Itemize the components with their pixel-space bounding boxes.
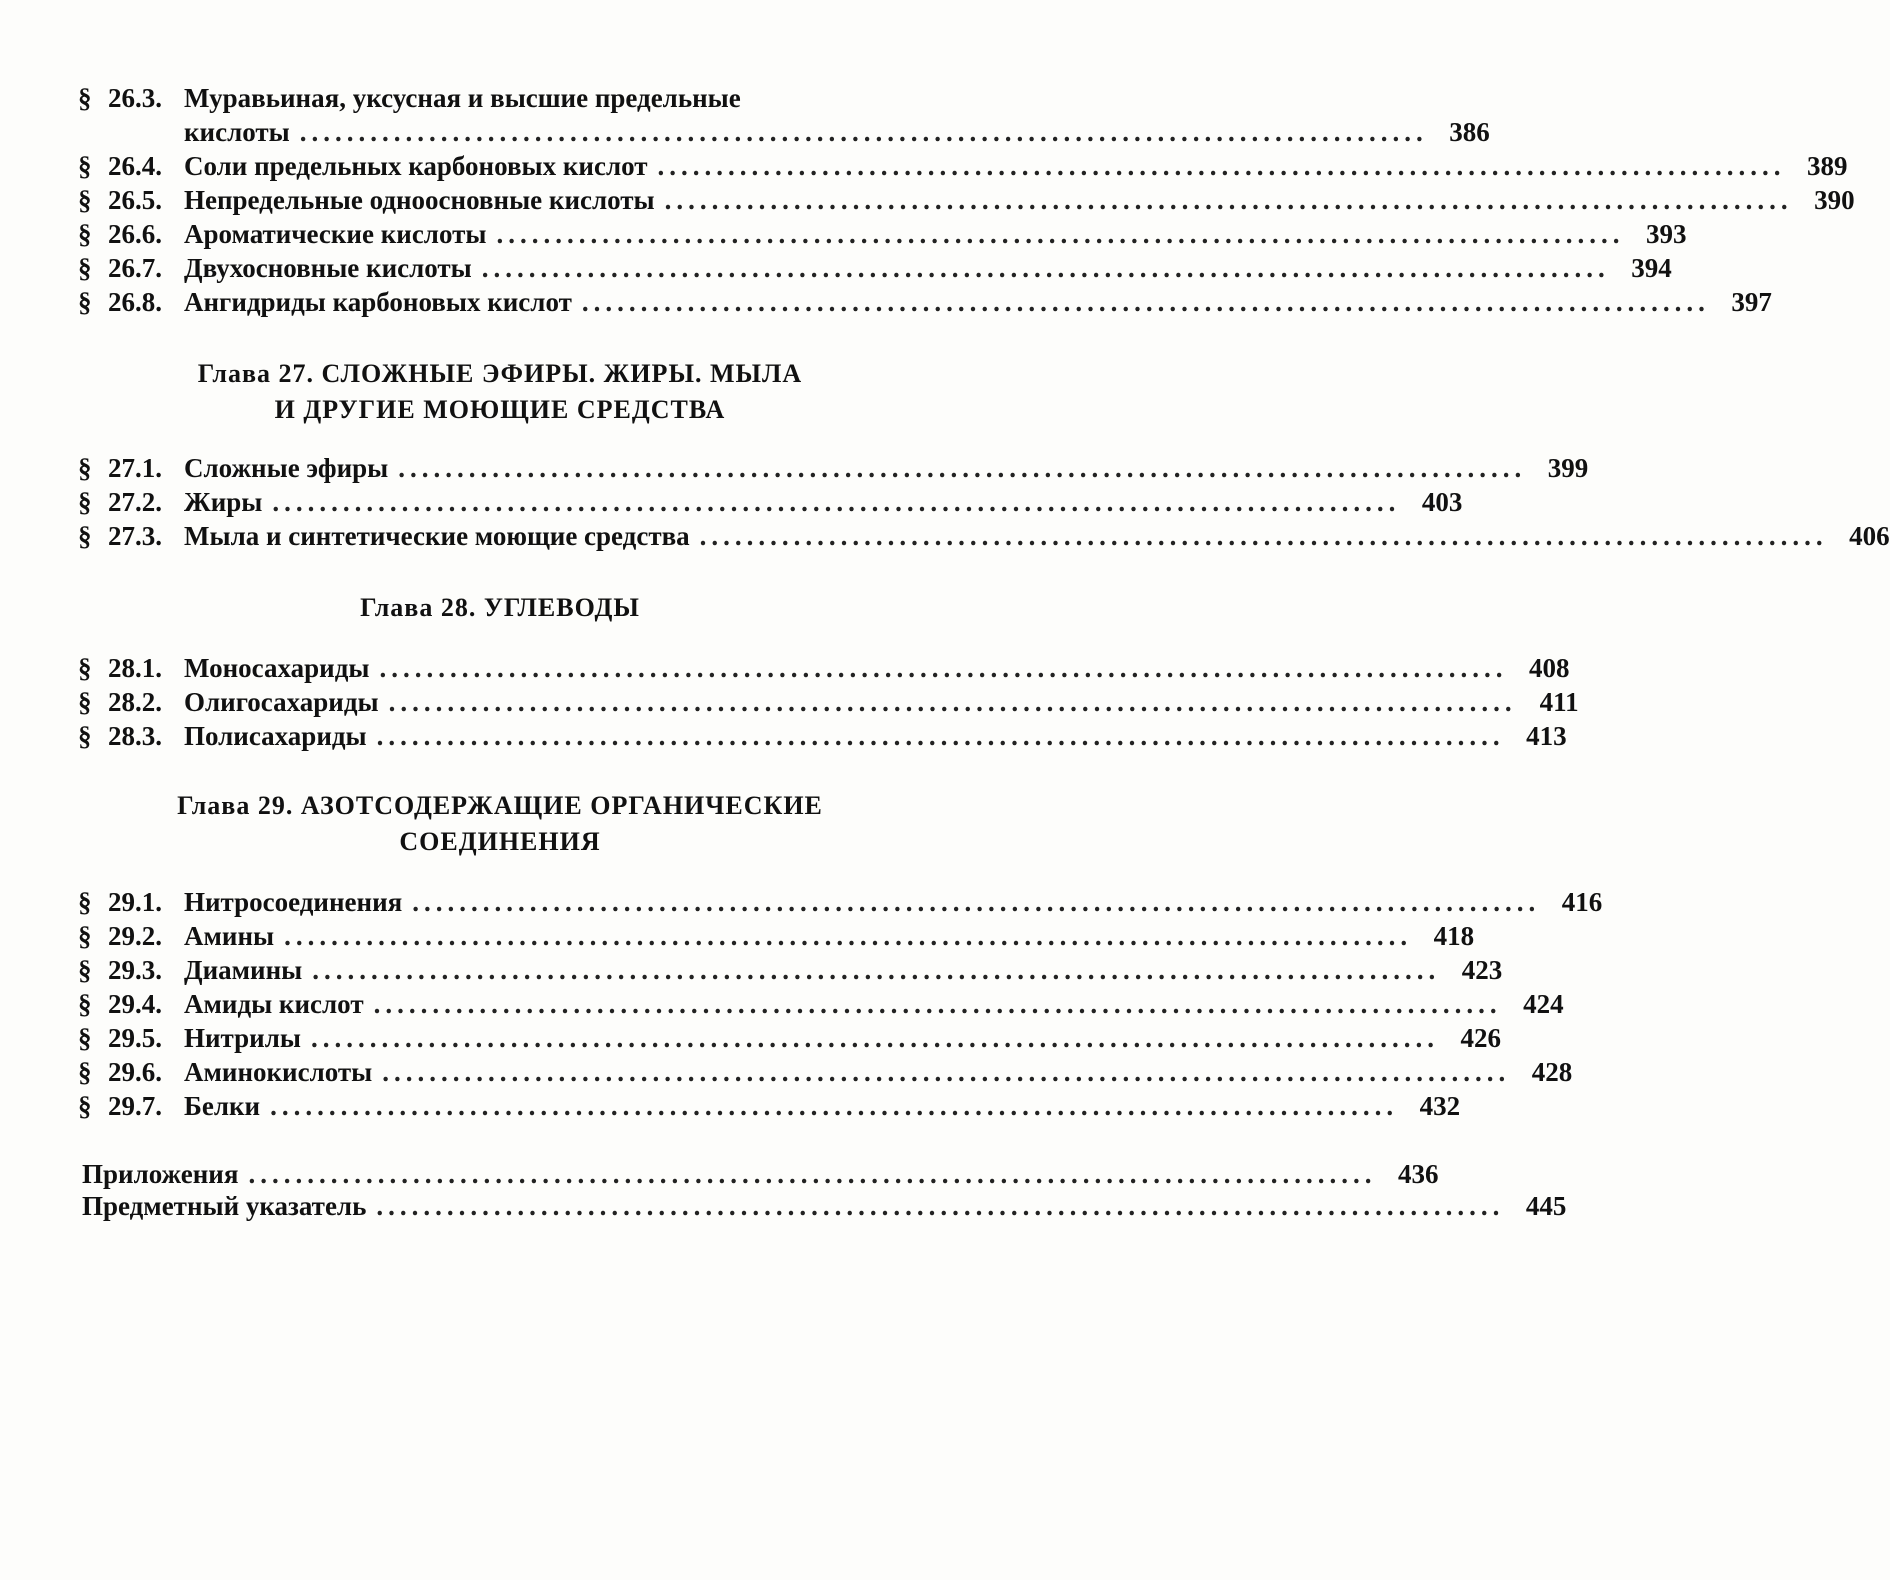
section-mark: § [78,453,92,483]
section-mark: § [78,653,92,683]
page-number: 424 [1523,989,1564,1019]
toc-entry [78,184,1855,216]
back-matter-title: Предметный указатель [82,1191,367,1221]
chapter-heading [0,590,1000,626]
section-mark: § [78,921,92,951]
section-mark: § [78,887,92,917]
leader-dots: ................................................................................................ [581,287,1710,317]
page-number: 403 [1421,487,1463,517]
section-mark: § [78,1091,92,1121]
page-number: 406 [1849,521,1890,551]
section-title: Жиры [184,487,263,517]
section-number: 29.1. [108,887,162,917]
toc-entry [78,652,1570,684]
page-number: 426 [1460,1023,1501,1053]
page-number: 413 [1526,721,1567,751]
section-title: Олигосахариды [184,687,379,717]
section-title: Белки [184,1091,261,1121]
section-mark: § [78,219,92,249]
section-title-line1: Муравьиная, уксусная и высшие предельные [184,83,741,113]
leader-dots: ................................................................................................ [310,1023,1439,1053]
leader-dots: ................................................................................................ [481,253,1610,283]
toc-entry [78,1090,1461,1122]
section-mark: § [78,253,92,283]
toc-entry [78,886,1603,918]
section-mark: § [78,687,92,717]
leader-dots: ................................................................................................ [382,1057,1511,1087]
chapter-heading-line1: Глава 27. СЛОЖНЫЕ ЭФИРЫ. ЖИРЫ. МЫЛА [197,359,803,388]
leader-dots: ................................................................................................ [699,521,1828,551]
section-title: Моносахариды [184,653,370,683]
page-number: 411 [1539,687,1579,717]
page-number: 390 [1814,185,1855,215]
section-mark: § [78,83,92,113]
section-title: Ангидриды карбоновых кислот [184,287,572,317]
page-number: 423 [1461,955,1503,985]
section-number: 26.5. [108,185,162,215]
leader-dots: ................................................................................................ [664,185,1793,215]
section-number: 29.6. [108,1057,162,1087]
section-title: Нитросоединения [184,887,403,917]
back-matter-title: Приложения [82,1159,239,1189]
toc-entry [78,920,1475,952]
toc-entry [78,218,1687,250]
page-number: 428 [1531,1057,1573,1087]
section-title: Двухосновные кислоты [184,253,472,283]
section-number: 29.7. [108,1091,162,1121]
section-number: 26.7. [108,253,162,283]
toc-entry [78,720,1567,752]
section-mark: § [78,287,92,317]
toc-entry [78,686,1579,718]
toc-entry [78,286,1772,318]
toc-entry [78,252,1672,284]
toc-entry [184,116,1490,148]
section-mark: § [78,521,92,551]
section-mark: § [78,1023,92,1053]
section-mark: § [78,955,92,985]
section-mark: § [78,185,92,215]
page-number: 397 [1731,287,1772,317]
leader-dots: ................................................................................................ [299,117,1428,147]
toc-entry-first-line [78,82,741,114]
section-title: Мыла и синтетические моющие средства [184,521,690,551]
section-mark: § [78,151,92,181]
leader-dots: ................................................................................................ [248,1159,1377,1189]
toc-entry [78,520,1890,552]
section-title: кислоты [184,117,290,147]
section-number: 28.3. [108,721,162,751]
toc-entry [78,486,1463,518]
section-title: Аминокислоты [184,1057,373,1087]
chapter-heading-line1: Глава 28. УГЛЕВОДЫ [360,593,640,622]
section-number: 29.5. [108,1023,162,1053]
section-number: 29.3. [108,955,162,985]
page-number: 389 [1807,151,1848,181]
section-number: 26.4. [108,151,162,181]
page-number: 416 [1561,887,1603,917]
leader-dots: ................................................................................................ [373,989,1502,1019]
toc-entry [78,988,1564,1020]
leader-dots: ................................................................................................ [388,687,1517,717]
leader-dots: ................................................................................................ [272,487,1401,517]
leader-dots: ................................................................................................ [496,219,1625,249]
leader-dots: ................................................................................................ [284,921,1413,951]
chapter-heading [0,356,1000,428]
toc-entry [78,452,1589,484]
section-number: 26.6. [108,219,162,249]
section-number: 27.3. [108,521,162,551]
section-number: 28.2. [108,687,162,717]
chapter-heading [0,788,1000,860]
chapter-heading-line2: СОЕДИНЕНИЯ [399,827,601,856]
section-title: Нитрилы [184,1023,301,1053]
section-number: 26.8. [108,287,162,317]
section-number: 27.1. [108,453,162,483]
section-mark: § [78,721,92,751]
toc-entry [78,1022,1501,1054]
leader-dots: ................................................................................................ [376,1191,1505,1221]
section-title: Сложные эфиры [184,453,389,483]
section-title: Ароматические кислоты [184,219,487,249]
chapter-heading-line2: И ДРУГИЕ МОЮЩИЕ СРЕДСТВА [274,395,726,424]
page-number: 386 [1449,117,1490,147]
section-title: Диамины [184,955,303,985]
page-number: 399 [1547,453,1589,483]
page-number: 394 [1631,253,1672,283]
section-mark: § [78,1057,92,1087]
page-number: 432 [1419,1091,1461,1121]
chapter-heading-line1: Глава 29. АЗОТСОДЕРЖАЩИЕ ОРГАНИЧЕСКИЕ [177,791,823,820]
section-number: 29.4. [108,989,162,1019]
page-number: 445 [1525,1191,1567,1221]
leader-dots: ................................................................................................ [657,151,1786,181]
leader-dots: ................................................................................................ [379,653,1508,683]
page-number: 436 [1397,1159,1439,1189]
toc-entry [78,954,1503,986]
toc-entry-back-matter [82,1158,1439,1190]
toc-entry [78,150,1848,182]
section-number: 28.1. [108,653,162,683]
section-number: 27.2. [108,487,162,517]
section-title: Непредельные одноосновные кислоты [184,185,655,215]
section-title: Амиды кислот [184,989,364,1019]
toc-entry-back-matter [82,1190,1567,1222]
leader-dots: ................................................................................................ [376,721,1505,751]
section-title: Соли предельных карбоновых кислот [184,151,648,181]
section-number: 29.2. [108,921,162,951]
section-number: 26.3. [108,83,162,113]
page-number: 393 [1645,219,1687,249]
section-mark: § [78,487,92,517]
toc-entry [78,1056,1573,1088]
section-title: Амины [184,921,275,951]
section-mark: § [78,989,92,1019]
leader-dots: ................................................................................................ [398,453,1527,483]
page-number: 418 [1433,921,1475,951]
leader-dots: ................................................................................................ [412,887,1541,917]
section-title: Полисахариды [184,721,367,751]
page-number: 408 [1528,653,1570,683]
leader-dots: ................................................................................................ [270,1091,1399,1121]
leader-dots: ................................................................................................ [312,955,1441,985]
